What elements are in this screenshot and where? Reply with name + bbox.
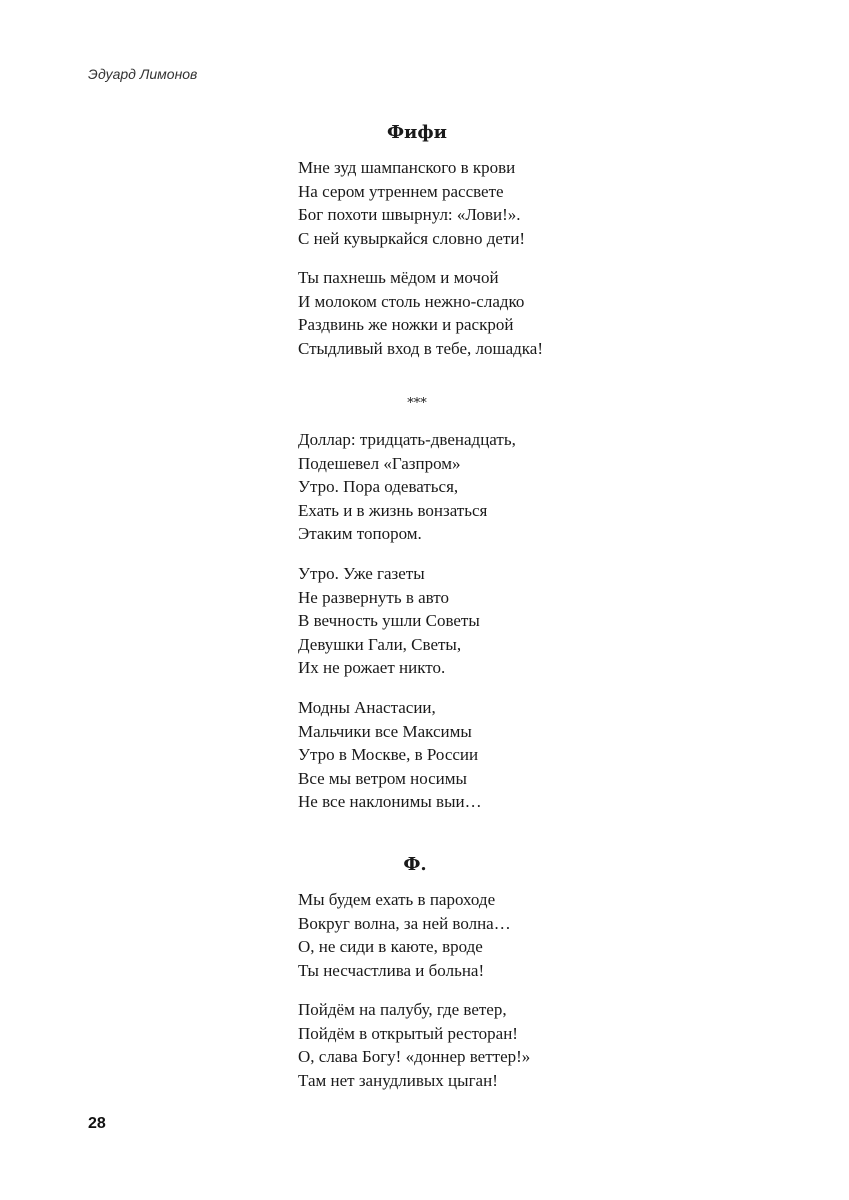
poem-line: О, не сиди в каюте, вроде — [298, 937, 483, 956]
poem-line: Пойдём в открытый ресторан! — [298, 1023, 518, 1043]
stanza — [298, 696, 658, 814]
poem-line: О, слава Богу! «доннер веттер!» — [298, 1047, 531, 1066]
poem-line: Вокруг волна, за ней волна… — [298, 913, 511, 933]
poem-line: Ты пахнешь мёдом и мочой — [298, 268, 499, 287]
poem-line: Утро в Москве, в России — [298, 745, 479, 764]
poem-line: Утро. Пора одеваться, — [298, 477, 459, 496]
poem-line: Стыдливый вход в тебе, лошадка! — [298, 338, 543, 358]
poem-line: Все мы ветром носимы — [298, 768, 467, 788]
poem-line: На сером утреннем рассвете — [298, 181, 504, 201]
poem-line: Бог похоти швырнул: «Лови!». — [298, 205, 521, 224]
poem-line: С ней кувыркайся словно дети! — [298, 228, 526, 248]
poem-line: Мы будем ехать в пароходе — [298, 890, 496, 909]
poem-line: Не все наклонимы выи… — [298, 792, 482, 811]
poem-line: Их не рожает никто. — [298, 658, 446, 677]
page-number: 28 — [88, 1115, 106, 1132]
poem-line: Подешевел «Газпром» — [298, 453, 461, 473]
poem-line: Мальчики все Максимы — [298, 721, 472, 741]
stanza — [298, 156, 658, 250]
poem-line: Утро. Уже газеты — [298, 564, 425, 583]
poem-line: Этаким топором. — [298, 524, 422, 543]
stanza — [298, 266, 658, 360]
poem-line: Модны Анастасии, — [298, 698, 436, 717]
poem-line: Пойдём на палубу, где ветер, — [298, 1000, 507, 1019]
poem-line: Ты несчастлива и больна! — [298, 960, 485, 980]
poem-line: В вечность ушли Советы — [298, 611, 480, 630]
stanza — [298, 998, 658, 1092]
poem-line: И молоком столь нежно-сладко — [298, 291, 525, 311]
poem-line: Ехать и в жизнь вонзаться — [298, 500, 488, 520]
poem-line: Доллар: тридцать-двенадцать, — [298, 430, 516, 449]
stanza — [298, 888, 658, 982]
stanza — [298, 428, 658, 546]
poem-line: Там нет занудливых цыган! — [298, 1070, 498, 1090]
poem-line: Девушки Гали, Светы, — [298, 634, 462, 654]
poem-line: Не развернуть в авто — [298, 587, 449, 607]
stanza — [298, 562, 658, 680]
poem-title: Фифи — [386, 122, 447, 143]
poem-title-asterisks: *** — [407, 396, 427, 411]
running-head-author: Эдуард Лимонов — [88, 66, 198, 82]
poem-line: Мне зуд шампанского в крови — [298, 158, 516, 177]
poem-line: Раздвинь же ножки и раскрой — [298, 315, 514, 334]
poem-title: Ф. — [403, 854, 427, 875]
